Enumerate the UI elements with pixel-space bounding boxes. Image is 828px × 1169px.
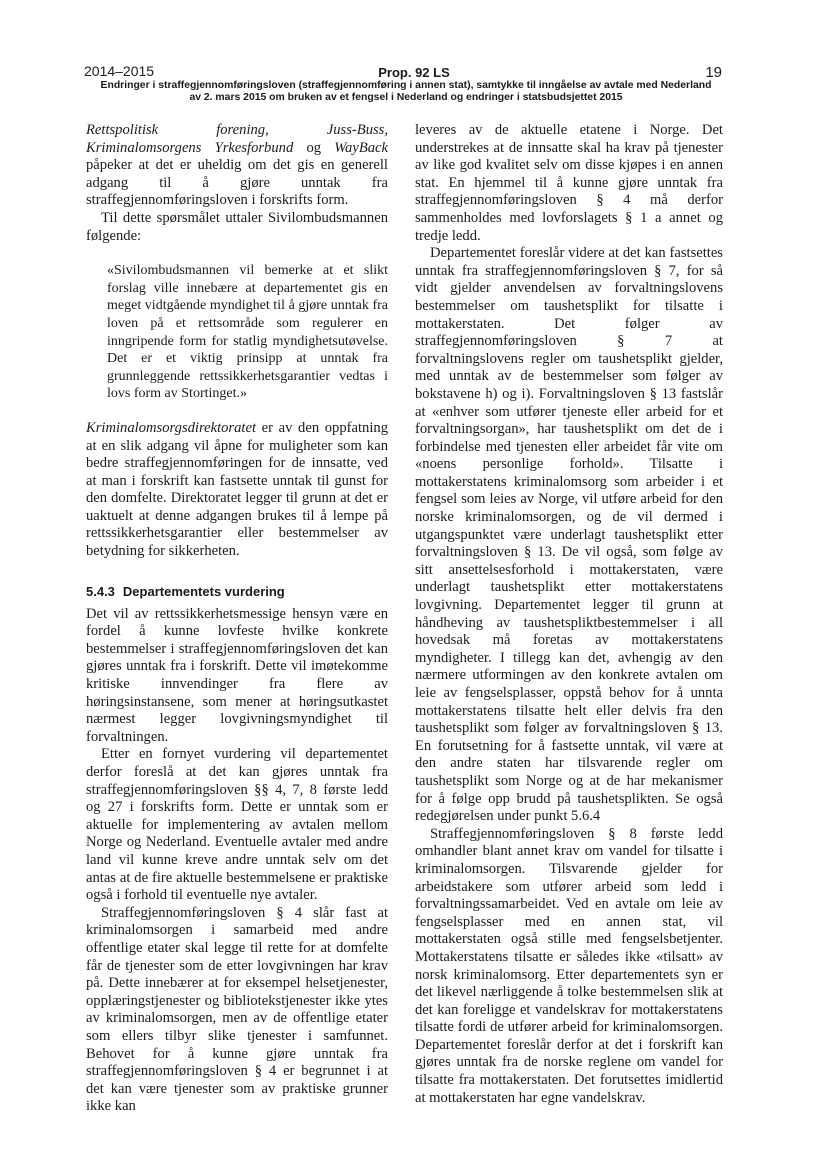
paragraph: leveres av de aktuelle etatene i Norge. Det understrekes at de innsatte skal ha krav på tjenester av like god kvalitet selv om disse kjøpes i en annen stat. En hjemmel til å kunne gjøre unntak fra straffegjennomføringsloven § 4 må derfor sammenholdes med lovforslagets § 1 a annet og tredje ledd. <box>415 122 723 244</box>
right-column <box>415 122 723 1107</box>
header-subtitle-line-2: av 2. mars 2015 om bruken av et fengsel i Nederland og endringer i statsbudsjettet 2015 <box>189 92 623 103</box>
paragraph-text: påpeker at det er uheldig om det gis en generell adgang til å gjøre unntak fra straffegjennomføringsloven i forskrifts form. <box>86 157 388 209</box>
organization-name: Kriminalomsorgsdirektoratet <box>86 419 256 436</box>
paragraph: Straffegjennomføringsloven § 8 første ledd omhandler blant annet krav om vandel for tilsatte i kriminalomsorgen. Tilsvarende gjelder for arbeidstakere som utfører arbeid som ledd i forvaltningssamarbeidet. Ved en avtale om leie av fengselsplasser med en annen stat, vil mottakerstaten også stille med fengselsbetjenter. Mottakerstatens tilsatte er således ikke «tilsatt» av norsk kriminalomsorg. Etter departementets syn er det likevel nærliggende å tolke bestemmelsen slik at det kan foreligge et vandelskrav for mottakerstatens tilsatte fordi de utfører arbeid for kriminalomsorgen. Departementet foreslår derfor at det i forskrift kan gjøres unntak fra de norske reglene om vandel for tilsatte fra mottakerstaten. Det forutsettes imidlertid at mottakerstaten har egne vandelskrav. <box>415 825 723 1106</box>
quote-block: «Sivilombudsmannen vil bemerke at et slikt forslag ville innebære at departementet gis en meget vidtgående myndighet til å gjøre unntak fra loven på et rettsområde som regulerer en inngripende form for statlig myndighetsutøvelse. Det er et viktig prinsipp at unntak fra grunnleggende rettssikkerhetsgarantier vedtas i lovs form av Stortinget.» <box>107 263 388 402</box>
paragraph: Det vil av rettssikkerhetsmessige hensyn være en fordel å kunne lovfeste hvilke konkrete bestemmelser i straffegjennomføringsloven det kan gjøres unntak fra i forskrift. Dette vil imøtekomme kritiske innvendinger fra flere av høringsinstansene, som mener at høringsutkastet nærmest legger lovgivningsmyndighet til forvaltningen. <box>86 605 388 745</box>
paragraph <box>86 420 388 561</box>
page-number: 19 <box>705 64 722 81</box>
organization-names: Rettspolitisk forening, Juss-Buss, Kriminalomsorgens Yrkesforbund <box>86 122 388 156</box>
paragraph-text: er av den oppfatning at en slik adgang vil åpne for muligheter som kan bedre straffegjennomføringen for de innsatte, ved at man i forskrift kan fastsette unntak til gunst for den domfelte. Direktoratet legger til grunn at det er uaktuelt at denne adgangen brukes til å lempe på rettssikkerhetsgarantier eller bestemmelser av betydning for sikkerheten. <box>86 419 388 560</box>
header-proposition: Prop. 92 LS <box>378 65 450 80</box>
header-year: 2014–2015 <box>84 63 155 79</box>
section-heading <box>86 583 388 600</box>
conjunction: og <box>293 139 335 156</box>
paragraph: Departementet foreslår videre at det kan fastsettes unntak fra straffegjennomføringsloven § 7, for så vidt gjelder anvendelsen av forvaltningslovens bestemmelser om taushetsplikt for tilsatte i mottakerstaten. Det følger av straffegjennomføringsloven § 7 at forvaltningslovens regler om taushetsplikt gjelder, med unntak av de bestemmelser som følger av bokstavene h) og i). Forvaltningsloven § 13 fastslår at «enhver som utfører tjeneste eller arbeid for et forvaltningsorgan», har taushetsplikt om det de i forbindelse med tjenesten eller arbeidet får vite om «noens personlige forhold». Tilsatte i mottakerstatens kriminalomsorg som arbeider i et fengsel som leies av Norge, vil utføre arbeid for den norske kriminalomsorgen, og de vil dermed i utgangspunktet være underlagt taushetsplikt etter forvaltningsloven § 13. De vil også, som følge av sitt ansettelsesforhold i mottakerstaten, være underlagt taushetsplikt etter mottakerstatens lovgivning. Departementet legger til grunn at håndheving av taushetspliktbestemmelser i all hovedsak må foretas av mottakerstatens myndigheter. I tillegg kan det, avhengig av den nærmere utformingen av den konkrete avtalen om leie av fengselsplasser, oppstå behov for å unnta mottakerstatens tilsatte helt eller delvis fra den taushetsplikt som følger av forvaltningsloven § 13. En forutsetning for å fastsette unntak, vil være at den andre staten har tilsvarende regler om taushetsplikt som Norge og at de har mekanismer for å følge opp brudd på taushetsplikten. Se også redegjørelsen under punkt 5.6.4 <box>415 245 723 825</box>
paragraph: Etter en fornyet vurdering vil departementet derfor foreslå at det kan gjøres unntak fra straffegjennomføringsloven §§ 4, 7, 8 første ledd og 27 i forskrifts form. Dette er unntak som er aktuelle for implementering av avtalen mellom Norge og Nederland. Eventuelle avtaler med andre land vil kunne kreve andre unntak selv om det antas at de fire aktuelle bestemmelsene er praktiske også i forhold til eventuelle nye avtaler. <box>86 746 388 904</box>
section-number: 5.4.3 <box>86 583 115 599</box>
section-title: Departementets vurdering <box>122 583 285 599</box>
paragraph <box>86 122 388 210</box>
page-header <box>84 63 744 109</box>
header-subtitle <box>84 80 728 104</box>
organization-name: WayBack <box>334 139 388 156</box>
left-column <box>86 122 388 1116</box>
header-subtitle-line-1: Endringer i straffegjennomføringsloven (straffegjennomføring i annen stat), samtykke til inngåelse av avtale med Nederland <box>100 80 712 91</box>
paragraph: Til dette spørsmålet uttaler Sivilombudsmannen følgende: <box>86 209 388 244</box>
paragraph: Straffegjennomføringsloven § 4 slår fast at kriminalomsorgen i samarbeid med andre offentlige etater skal legge til rette for at domfelte får de tjenester som de etter lovgivningen har krav på. Dette innebærer at for eksempel helsetjenester, opplæringstjenester og bibliotekstjenester ikke ytes av kriminalomsorgen, men av de offentlige etater som ellers tilbyr slike tjenester i samfunnet. Behovet for å kunne gjøre unntak fra straffegjennomføringsloven § 4 er begrunnet i at det kan være tjenester som av praktiske grunner ikke kan <box>86 904 388 1115</box>
